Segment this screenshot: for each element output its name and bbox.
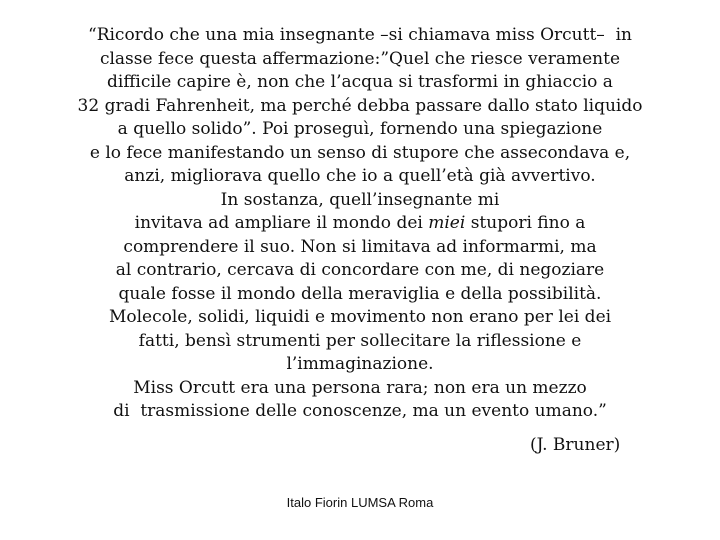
- quote-author: (J. Bruner): [530, 435, 621, 455]
- quote-line-9-end: stupori fino a: [465, 213, 586, 233]
- quote-line-10: comprendere il suo. Non si limitava ad informarmi, ma: [123, 236, 597, 257]
- quote-line-2: classe fece questa affermazione:”Quel che riesce veramente: [99, 48, 621, 69]
- quote-line-14: fatti, bensì strumenti per sollecitare la riflessione e: [138, 330, 582, 351]
- quote-line-15: l’immaginazione.: [286, 354, 434, 374]
- quote-line-11: al contrario, cercava di concordare con me, di negoziare: [115, 260, 605, 280]
- quote-line-1: “Ricordo che una mia insegnante –si chiamava miss Orcutt– in: [88, 25, 632, 45]
- quote-line-7: anzi, migliorava quello che io a quell’età già avvertivo.: [124, 166, 596, 186]
- quote-line-12: quale fosse il mondo della meraviglia e della possibilità.: [118, 283, 602, 304]
- quote-line-9: [0, 212, 720, 236]
- quote-line-5: a quello solido”. Poi proseguì, fornendo una spiegazione: [117, 119, 603, 139]
- quote-line-17: di trasmissione delle conoscenze, ma un evento umano.”: [113, 401, 607, 421]
- quote-line-16: Miss Orcutt era una persona rara; non era un mezzo: [133, 377, 587, 398]
- footer-credit: Italo Fiorin LUMSA Roma: [286, 495, 434, 510]
- quote-line-9-start: invitava ad ampliare il mondo dei: [134, 213, 429, 233]
- quote-line-6: e lo fece manifestando un senso di stupore che assecondava e,: [89, 142, 631, 163]
- quote-emphasis: miei: [428, 213, 466, 233]
- quote-block: [0, 24, 720, 424]
- quote-line-8: In sostanza, quell’insegnante mi: [220, 189, 500, 210]
- quote-line-13: Molecole, solidi, liquidi e movimento non erano per lei dei: [108, 307, 612, 327]
- quote-line-3: difficile capire è, non che l’acqua si trasformi in ghiaccio a: [107, 72, 613, 92]
- quote-line-4: 32 gradi Fahrenheit, ma perché debba passare dallo stato liquido: [77, 95, 643, 116]
